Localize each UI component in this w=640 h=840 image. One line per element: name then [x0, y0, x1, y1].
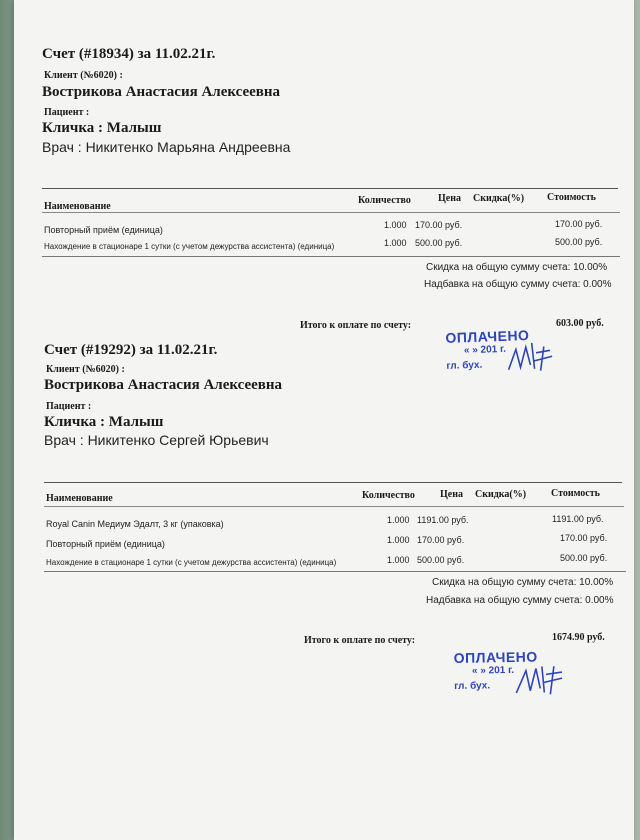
stamp-accountant-text: гл. бух.: [454, 680, 491, 692]
col-header-cost: Стоимость: [547, 192, 596, 203]
row-price: 170.00 руб.: [415, 220, 463, 230]
client-label: Клиент (№6020) :: [44, 70, 123, 81]
row-name: Royal Canin Медиум Эдалт, 3 кг (упаковка): [46, 519, 224, 529]
table-bottom-rule: [42, 256, 620, 257]
table-header-rule: [44, 506, 624, 507]
stamp-accountant-text: гл. бух.: [446, 359, 483, 372]
stamp-paid-text: ОПЛАЧЕНО: [445, 327, 530, 346]
row-cost: 170.00 руб.: [555, 219, 603, 229]
col-header-discount: Скидка(%): [473, 193, 525, 204]
row-qty: 1.000: [384, 220, 407, 230]
col-header-price: Цена: [438, 193, 461, 204]
row-qty: 1.000: [387, 555, 410, 565]
invoice-title: Счет (#19292) за 11.02.21г.: [44, 342, 218, 358]
invoice-title: Счет (#18934) за 11.02.21г.: [42, 46, 216, 62]
invoice-paper: [14, 0, 634, 840]
client-name: Вострикова Анастасия Алексеевна: [44, 377, 283, 393]
col-header-name: Наименование: [46, 493, 113, 504]
signature-scribble: [504, 338, 557, 376]
row-cost: 500.00 руб.: [555, 237, 603, 247]
col-header-qty: Количество: [362, 490, 415, 501]
row-cost: 500.00 руб.: [560, 553, 608, 563]
total-label: Итого к оплате по счету:: [300, 320, 412, 331]
row-name: Нахождение в стационаре 1 сутки (с учетом дежурства ассистента) (единица): [46, 558, 337, 567]
total-value: 1674.90 руб.: [552, 632, 605, 643]
table-header-rule: [42, 212, 620, 213]
patient-label: Пациент :: [46, 401, 92, 412]
paid-stamp: [454, 648, 567, 700]
pet-name: Кличка : Малыш: [44, 414, 164, 430]
row-cost: 170.00 руб.: [560, 533, 608, 543]
pet-name: Кличка : Малыш: [42, 120, 162, 136]
doctor-name: Врач : Никитенко Марьяна Андреевна: [42, 139, 291, 155]
row-qty: 1.000: [387, 515, 410, 525]
col-header-discount: Скидка(%): [475, 489, 527, 500]
col-header-cost: Стоимость: [551, 488, 600, 499]
row-price: 500.00 руб.: [415, 238, 463, 248]
discount-summary: Скидка на общую сумму счета: 10.00%: [426, 262, 608, 273]
col-header-price: Цена: [440, 489, 463, 500]
row-qty: 1.000: [384, 238, 407, 248]
row-price: 1191.00 руб.: [417, 515, 469, 525]
table-top-rule: [42, 188, 618, 189]
row-name: Нахождение в стационаре 1 сутки (с учетом дежурства ассистента) (единица): [44, 242, 335, 251]
total-label: Итого к оплате по счету:: [304, 635, 416, 646]
paid-stamp: [445, 326, 557, 380]
stamp-paid-text: ОПЛАЧЕНО: [453, 648, 538, 666]
stamp-date-text: « » 201 г.: [463, 343, 507, 357]
row-price: 170.00 руб.: [417, 535, 465, 545]
client-name: Вострикова Анастасия Алексеевна: [42, 84, 281, 100]
stamp-date-text: « » 201 г.: [471, 664, 515, 677]
col-header-qty: Количество: [358, 195, 411, 206]
client-label: Клиент (№6020) :: [46, 364, 125, 375]
row-qty: 1.000: [387, 535, 410, 545]
doctor-name: Врач : Никитенко Сергей Юрьевич: [44, 432, 269, 448]
markup-summary: Надбавка на общую сумму счета: 0.00%: [424, 279, 612, 290]
total-value: 603.00 руб.: [556, 318, 604, 329]
patient-label: Пациент :: [44, 107, 90, 118]
table-bottom-rule: [44, 571, 626, 572]
col-header-name: Наименование: [44, 201, 111, 212]
row-name: Повторный приём (единица): [46, 539, 165, 549]
row-price: 500.00 руб.: [417, 555, 465, 565]
row-cost: 1191.00 руб.: [552, 514, 604, 524]
signature-scribble: [512, 660, 567, 697]
row-name: Повторный приём (единица): [44, 225, 163, 235]
discount-summary: Скидка на общую сумму счета: 10.00%: [432, 577, 614, 588]
markup-summary: Надбавка на общую сумму счета: 0.00%: [426, 595, 614, 606]
table-top-rule: [44, 482, 622, 483]
